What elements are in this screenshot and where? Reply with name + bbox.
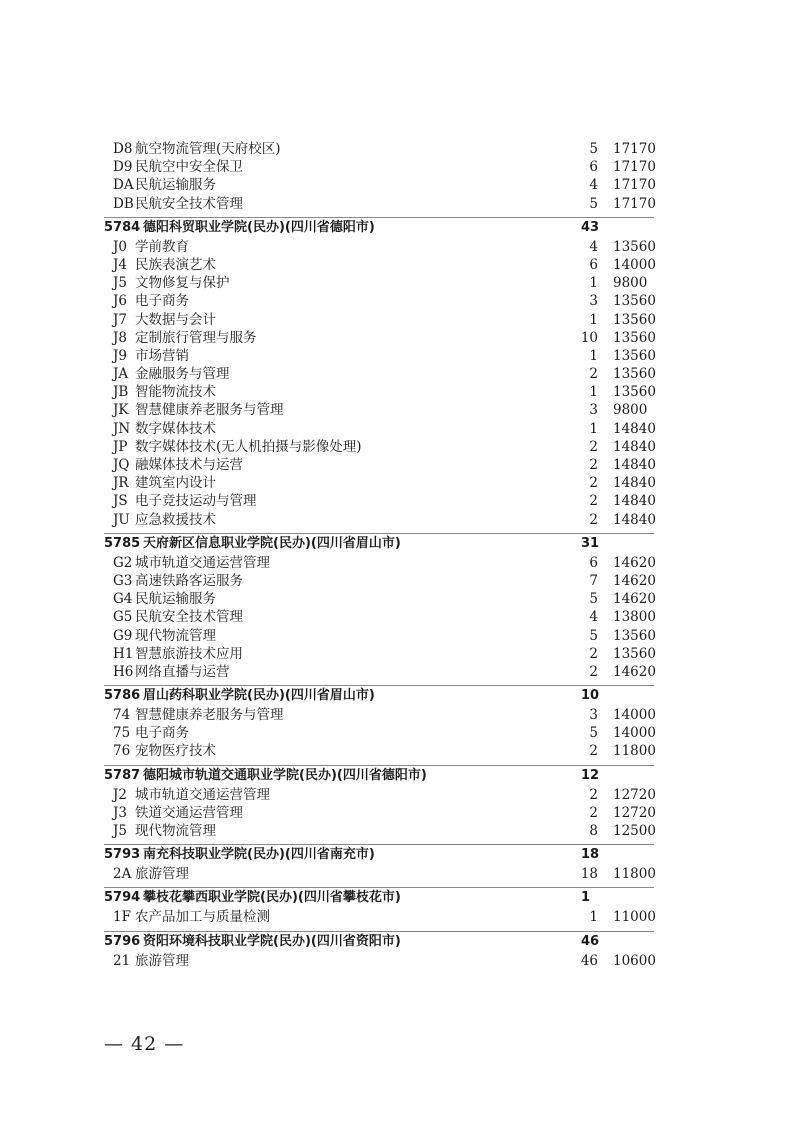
major-plan-count: 8 [589,823,598,839]
major-tuition: 11800 [613,866,656,883]
major-code: JS [113,493,128,510]
school-header-row [0,887,800,908]
major-plan-count: 2 [589,645,598,662]
major-code: 74 [113,707,131,724]
major-name: 定制旅行管理与服务 [135,329,257,346]
major-name: 融媒体技术与运营 [135,457,243,473]
school-code: 5796 [104,933,141,949]
major-tuition: 9800 [613,402,648,419]
major-row [0,663,800,681]
major-code: J3 [113,804,128,821]
major-name: 旅游管理 [135,952,189,969]
major-name: 文物修复与保护 [135,275,230,292]
school-code: 5787 [104,767,141,783]
school-plan-count: 31 [581,535,600,551]
major-row [0,329,800,347]
major-row [0,456,800,474]
major-code: JR [113,475,129,492]
major-name: 民航空中安全保卫 [135,159,243,176]
major-plan-count: 2 [589,786,598,803]
major-name: 铁道交通运营管理 [135,804,243,821]
major-name: 电子商务 [135,293,189,310]
major-plan-count: 5 [589,141,598,157]
major-tuition: 13560 [613,238,656,255]
major-plan-count: 2 [589,366,598,383]
major-name: 高速铁路客运服务 [135,572,243,589]
major-code: J5 [113,823,128,839]
major-plan-count: 6 [589,256,598,273]
major-name: 民航安全技术管理 [135,195,243,212]
major-code: G3 [113,572,133,589]
major-code: J2 [113,786,128,803]
major-row [0,706,800,724]
major-row [0,140,800,158]
major-code: JN [113,420,131,437]
school-name: 天府新区信息职业学院(民办)(四川省眉山市) [143,535,401,551]
major-tuition: 14620 [613,591,656,608]
major-name: 市场营销 [135,347,189,364]
major-tuition: 14840 [613,457,656,473]
major-plan-count: 2 [589,804,598,821]
major-name: 民航运输服务 [135,177,216,194]
major-code: D8 [113,141,133,157]
major-row [0,511,800,529]
major-row [0,492,800,510]
school-header-row [0,765,800,786]
major-row [0,474,800,492]
major-name: 旅游管理 [135,866,189,883]
major-row [0,365,800,383]
school-plan-count: 1 [581,890,591,906]
major-row [0,608,800,626]
major-tuition: 11800 [613,743,656,760]
major-name: 民航安全技术管理 [135,609,243,626]
major-row [0,401,800,419]
major-row [0,645,800,663]
major-row [0,238,800,256]
major-row [0,952,800,970]
major-tuition: 9800 [613,275,648,292]
major-name: 航空物流管理(天府校区) [135,141,281,157]
major-plan-count: 1 [589,420,598,437]
school-code: 5793 [104,847,141,863]
major-tuition: 13800 [613,609,656,626]
major-row [0,195,800,213]
major-tuition: 14000 [613,256,656,273]
major-code: J0 [113,238,128,255]
school-name: 德阳城市轨道交通职业学院(民办)(四川省德阳市) [143,767,427,783]
major-tuition: 10600 [613,952,656,969]
major-plan-count: 1 [589,275,598,292]
major-code: 2A [113,866,132,883]
major-code: JP [113,438,128,455]
major-plan-count: 4 [589,238,598,255]
major-plan-count: 2 [589,663,598,680]
major-row [0,865,800,883]
major-tuition: 12720 [613,786,656,803]
major-plan-count: 46 [580,952,598,969]
major-tuition: 13560 [613,384,656,401]
major-code: D9 [113,159,133,176]
major-plan-count: 1 [589,311,598,328]
major-tuition: 17170 [613,195,656,212]
major-code: JQ [113,457,130,473]
major-plan-count: 3 [589,402,598,419]
school-header-row [0,217,800,238]
major-code: J7 [113,311,128,328]
major-tuition: 13560 [613,366,656,383]
major-code: JB [113,384,129,401]
major-plan-count: 7 [589,572,598,589]
major-code: G9 [113,627,133,644]
major-tuition: 14000 [613,725,656,742]
major-plan-count: 1 [589,384,598,401]
major-plan-count: 5 [589,627,598,644]
major-code: JA [113,366,129,383]
major-tuition: 17170 [613,177,656,194]
major-tuition: 17170 [613,159,656,176]
major-name: 现代物流管理 [135,627,216,644]
major-row [0,804,800,822]
major-plan-count: 2 [589,475,598,492]
major-row [0,572,800,590]
major-row [0,256,800,274]
major-row [0,786,800,804]
major-name: 网络直播与运营 [135,663,230,680]
major-name: 智慧健康养老服务与管理 [135,707,284,724]
major-name: 数字媒体技术 [135,420,216,437]
major-plan-count: 18 [580,866,598,883]
major-tuition: 13560 [613,627,656,644]
major-plan-count: 1 [589,347,598,364]
school-code: 5786 [104,688,141,704]
major-plan-count: 5 [589,195,598,212]
major-row [0,438,800,456]
major-code: G5 [113,609,133,626]
school-code: 5785 [104,535,141,551]
major-tuition: 12500 [613,823,656,839]
enrollment-table [0,140,800,970]
major-tuition: 13560 [613,311,656,328]
major-name: 城市轨道交通运营管理 [135,554,270,571]
major-row [0,724,800,742]
major-plan-count: 4 [589,609,598,626]
school-header-row [0,533,800,554]
major-tuition: 14000 [613,707,656,724]
major-plan-count: 2 [589,438,598,455]
school-plan-count: 18 [581,847,600,863]
major-row [0,176,800,194]
major-name: 建筑室内设计 [135,475,216,492]
major-name: 现代物流管理 [135,823,216,839]
major-plan-count: 2 [589,743,598,760]
school-header-row [0,844,800,865]
major-row [0,347,800,365]
major-row [0,822,800,840]
major-tuition: 13560 [613,347,656,364]
major-name: 智慧健康养老服务与管理 [135,402,284,419]
major-plan-count: 2 [589,457,598,473]
major-name: 宠物医疗技术 [135,743,216,760]
major-tuition: 11000 [613,909,656,926]
major-tuition: 14840 [613,475,656,492]
major-code: H6 [113,663,134,680]
school-plan-count: 43 [581,219,600,235]
major-name: 农产品加工与质量检测 [135,909,270,926]
major-plan-count: 6 [589,554,598,571]
major-plan-count: 2 [589,511,598,528]
major-tuition: 14840 [613,420,656,437]
major-row [0,292,800,310]
major-plan-count: 5 [589,725,598,742]
school-name: 攀枝花攀西职业学院(民办)(四川省攀枝花市) [143,890,401,906]
major-row [0,627,800,645]
major-name: 学前教育 [135,238,189,255]
major-row [0,311,800,329]
major-row [0,420,800,438]
page-number: — 42 — [104,1033,185,1055]
major-code: J4 [113,256,128,273]
major-name: 电子竞技运动与管理 [135,493,257,510]
major-tuition: 13560 [613,293,656,310]
major-name: 民航运输服务 [135,591,216,608]
major-code: J5 [113,275,128,292]
major-plan-count: 10 [580,329,598,346]
major-code: DB [113,195,134,212]
school-code: 5784 [104,219,141,235]
major-tuition: 14620 [613,572,656,589]
major-code: J6 [113,293,128,310]
major-plan-count: 3 [589,293,598,310]
major-plan-count: 6 [589,159,598,176]
major-name: 智能物流技术 [135,384,216,401]
major-row [0,590,800,608]
major-code: 21 [113,952,131,969]
major-code: G2 [113,554,133,571]
major-row [0,274,800,292]
major-row [0,908,800,926]
major-plan-count: 3 [589,707,598,724]
school-name: 德阳科贸职业学院(民办)(四川省德阳市) [143,219,375,235]
major-tuition: 14840 [613,493,656,510]
school-code: 5794 [104,890,141,906]
major-name: 电子商务 [135,725,189,742]
major-code: 75 [113,725,131,742]
major-plan-count: 1 [589,909,598,926]
major-name: 智慧旅游技术应用 [135,645,243,662]
major-tuition: 13560 [613,329,656,346]
major-plan-count: 5 [589,591,598,608]
major-code: 1F [113,909,131,926]
school-name: 眉山药科职业学院(民办)(四川省眉山市) [143,688,375,704]
school-name: 南充科技职业学院(民办)(四川省南充市) [143,847,375,863]
major-name: 应急救援技术 [135,511,216,528]
major-row [0,742,800,760]
major-code: J8 [113,329,128,346]
major-row [0,383,800,401]
major-code: 76 [113,743,131,760]
school-plan-count: 10 [581,688,600,704]
major-code: JK [113,402,129,419]
major-code: JU [113,511,130,528]
major-name: 民族表演艺术 [135,256,216,273]
major-tuition: 13560 [613,645,656,662]
major-code: G4 [113,591,133,608]
major-name: 数字媒体技术(无人机拍摄与影像处理) [135,438,362,455]
school-header-row [0,685,800,706]
major-code: DA [113,177,134,194]
major-plan-count: 4 [589,177,598,194]
major-tuition: 14840 [613,438,656,455]
major-code: H1 [113,645,134,662]
major-tuition: 14620 [613,554,656,571]
major-name: 城市轨道交通运营管理 [135,786,270,803]
school-name: 资阳环境科技职业学院(民办)(四川省资阳市) [143,933,401,949]
major-row [0,158,800,176]
major-plan-count: 2 [589,493,598,510]
school-header-row [0,931,800,952]
major-tuition: 14620 [613,663,656,680]
major-tuition: 12720 [613,804,656,821]
major-code: J9 [113,347,128,364]
school-plan-count: 46 [581,933,600,949]
major-row [0,554,800,572]
major-tuition: 17170 [613,141,656,157]
school-plan-count: 12 [581,767,600,783]
major-name: 金融服务与管理 [135,366,230,383]
major-tuition: 14840 [613,511,656,528]
major-name: 大数据与会计 [135,311,216,328]
